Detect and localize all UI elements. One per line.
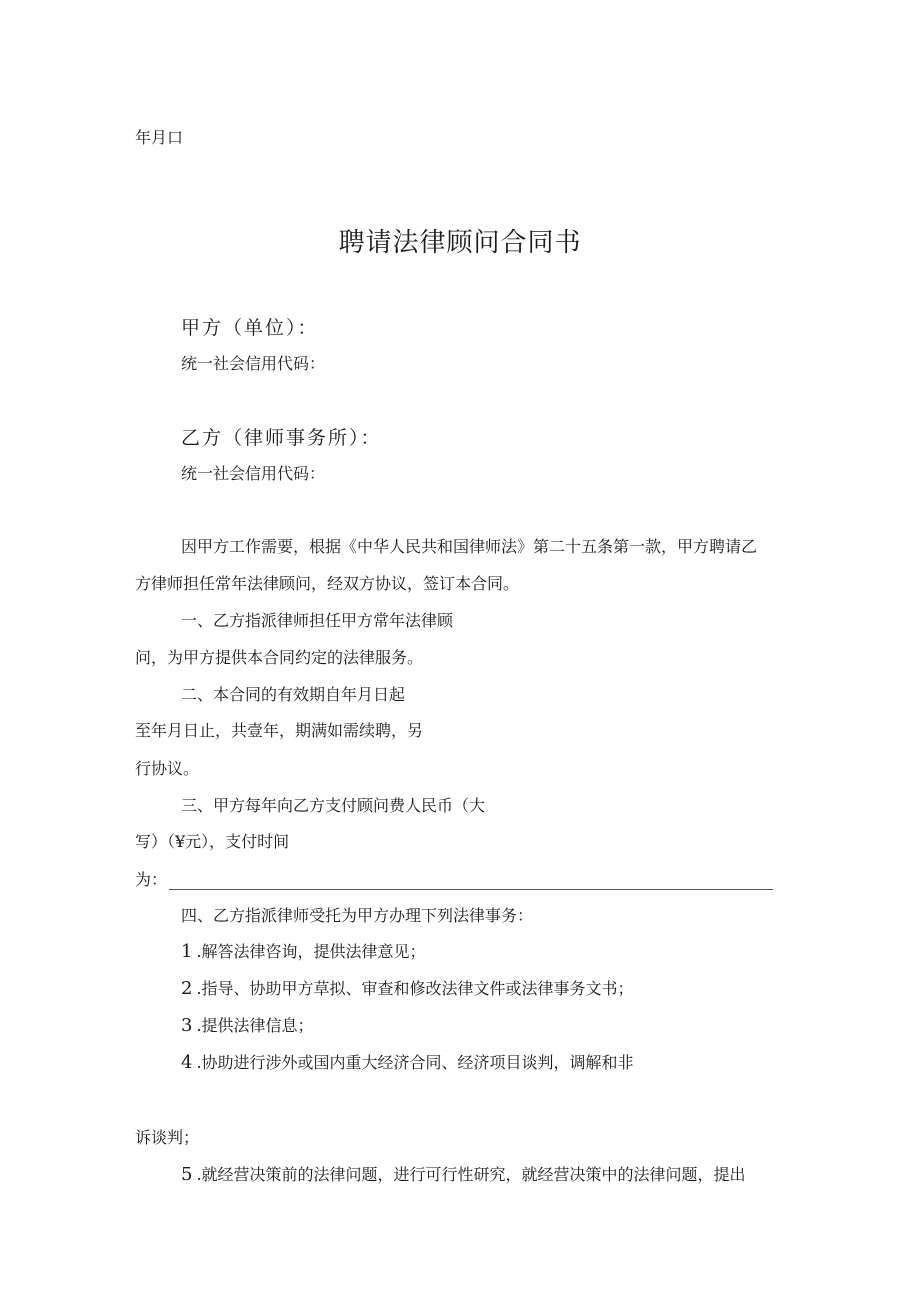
clause-3-line-2: 写）（¥元），支付时间 bbox=[135, 832, 290, 851]
party-b-label: 乙方（律师事务所）： bbox=[181, 427, 382, 449]
clause-2-line-1: 二、本合同的有效期自年月日起 bbox=[181, 685, 406, 704]
clause-4-item-5: 5.就经营决策前的法律问题，进行可行性研究，就经营决策中的法律问题，提出 bbox=[181, 1164, 746, 1185]
clause-4-item-4-continuation: 诉谈判； bbox=[135, 1128, 200, 1147]
clause-2-line-2: 至年月日止，共壹年，期满如需续聘，另 bbox=[135, 721, 424, 740]
party-b-credit-code-label: 统一社会信用代码： bbox=[181, 464, 326, 483]
header-date: 年月口 bbox=[135, 128, 184, 147]
payment-time-blank-line bbox=[169, 873, 773, 890]
preamble-line-2: 方律师担任常年法律顾问，经双方协议，签订本合同。 bbox=[135, 574, 520, 593]
clause-4-item-2: 2.指导、协助甲方草拟、审查和修改法律文件或法律事务文书； bbox=[181, 978, 634, 999]
clause-4-item-4: 4.协助进行涉外或国内重大经济合同、经济项目谈判，调解和非 bbox=[181, 1052, 634, 1073]
party-a-credit-code-label: 统一社会信用代码： bbox=[181, 354, 326, 373]
clause-4-item-3: 3.提供法律信息； bbox=[181, 1015, 314, 1036]
clause-1-line-2: 问，为甲方提供本合同约定的法律服务。 bbox=[135, 648, 424, 667]
clause-3-line-1: 三、甲方每年向乙方支付顾问费人民币（大 bbox=[181, 796, 486, 815]
clause-4-item-1: 1.解答法律咨询，提供法律意见； bbox=[181, 941, 426, 962]
payment-time-label: 为： bbox=[135, 870, 168, 889]
document-title: 聘请法律顾问合同书 bbox=[338, 228, 582, 258]
clause-1-line-1: 一、乙方指派律师担任甲方常年法律顾 bbox=[181, 611, 454, 630]
clause-3-line-3 bbox=[135, 870, 773, 890]
preamble-line-1: 因甲方工作需要，根据《中华人民共和国律师法》第二十五条第一款，甲方聘请乙 bbox=[181, 537, 758, 556]
party-a-label: 甲方（单位）： bbox=[181, 317, 319, 339]
clause-2-line-3: 行协议。 bbox=[135, 759, 200, 778]
clause-4-heading: 四、乙方指派律师受托为甲方办理下列法律事务： bbox=[181, 906, 534, 925]
